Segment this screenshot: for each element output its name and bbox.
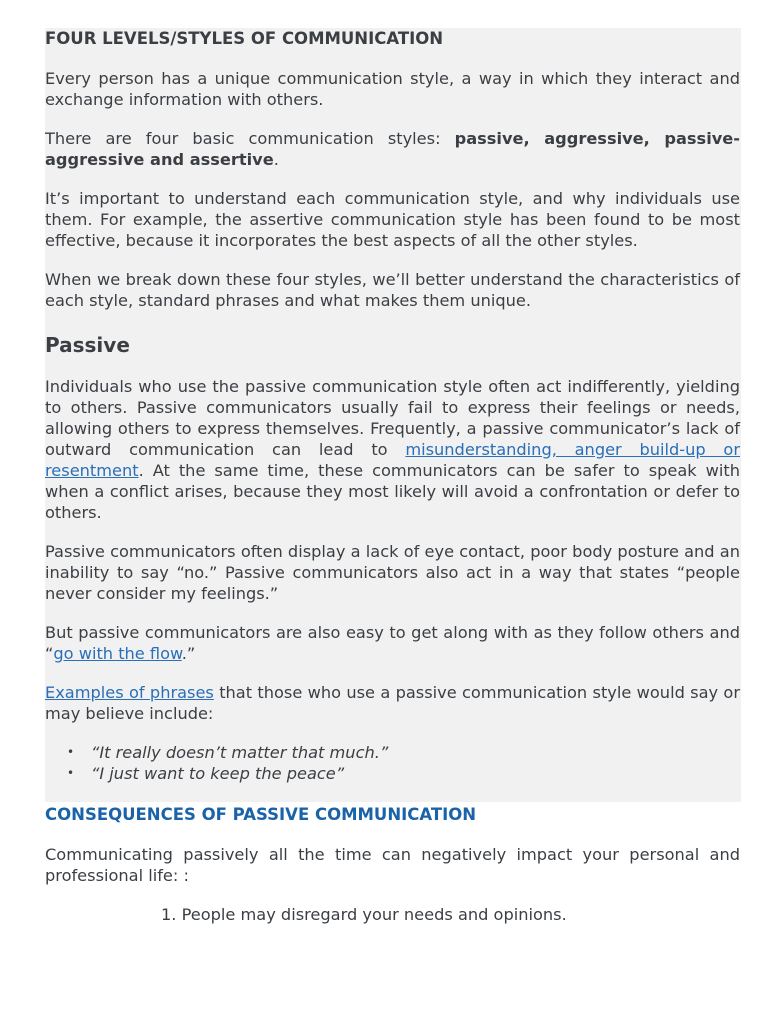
main-heading: FOUR LEVELS/STYLES OF COMMUNICATION	[45, 29, 444, 48]
passive-p3-text: But passive communicators are also easy to get along with as they follow others and “	[45, 623, 740, 663]
go-with-the-flow-link[interactable]: go with the flow	[53, 644, 182, 663]
breakdown-paragraph: When we break down these four styles, we’ll better understand the characteristics of each style, standard phrases and what makes them unique.	[45, 270, 740, 310]
styles-paragraph	[45, 128, 740, 170]
styles-end: .	[273, 150, 279, 169]
article-content	[45, 28, 740, 925]
styles-list-bold: passive, aggressive, passive-aggressive and assertive	[45, 129, 740, 169]
passive-phrases-list	[45, 742, 740, 784]
list-item: • “It really doesn’t matter that much.”	[91, 742, 740, 763]
importance-paragraph: It’s important to understand each communication style, and why individuals use them. For example, the assertive communication style has been found to be most effective, because it incorporates the best aspects of all the other styles.	[45, 189, 740, 250]
styles-text: There are four basic communication styles:	[45, 129, 455, 148]
consequences-list	[45, 904, 740, 925]
passive-paragraph-4	[45, 682, 740, 724]
passive-heading: Passive	[45, 333, 130, 357]
passive-paragraph-2: Passive communicators often display a lack of eye contact, poor body posture and an inability to say “no.” Passive communicators also act in a way that states “people never consider my feelings.”	[45, 542, 740, 603]
examples-of-phrases-link[interactable]: Examples of phrases	[45, 683, 214, 702]
consequences-heading: CONSEQUENCES OF PASSIVE COMMUNICATION	[45, 805, 477, 824]
passive-p4-text: that those who use a passive communication style would say or may believe include:	[45, 683, 740, 723]
intro-paragraph: Every person has a unique communication style, a way in which they interact and exchange information with others.	[45, 69, 740, 109]
passive-paragraph-3	[45, 622, 740, 664]
passive-p3-text-end: .”	[181, 644, 196, 663]
passive-paragraph-1	[45, 376, 740, 523]
misunderstanding-link[interactable]: misunderstanding, anger build-up or resentment	[45, 440, 740, 480]
passive-p1-text-end: . At the same time, these communicators can be safer to speak with when a conflict arises, because they most likely will avoid a confrontation or defer to others.	[45, 461, 740, 522]
list-item: • “I just want to keep the peace”	[91, 763, 740, 784]
consequences-intro: Communicating passively all the time can negatively impact your personal and professional life: :	[45, 845, 740, 885]
list-item: 1. People may disregard your needs and opinions.	[161, 905, 567, 924]
passive-p1-text: Individuals who use the passive communication style often act indifferently, yielding to others. Passive communicators usually fail to express their feelings or needs, allowing others to express themselves. Frequently, a passive communicator’s lack of outward communication can lead to	[45, 377, 740, 459]
